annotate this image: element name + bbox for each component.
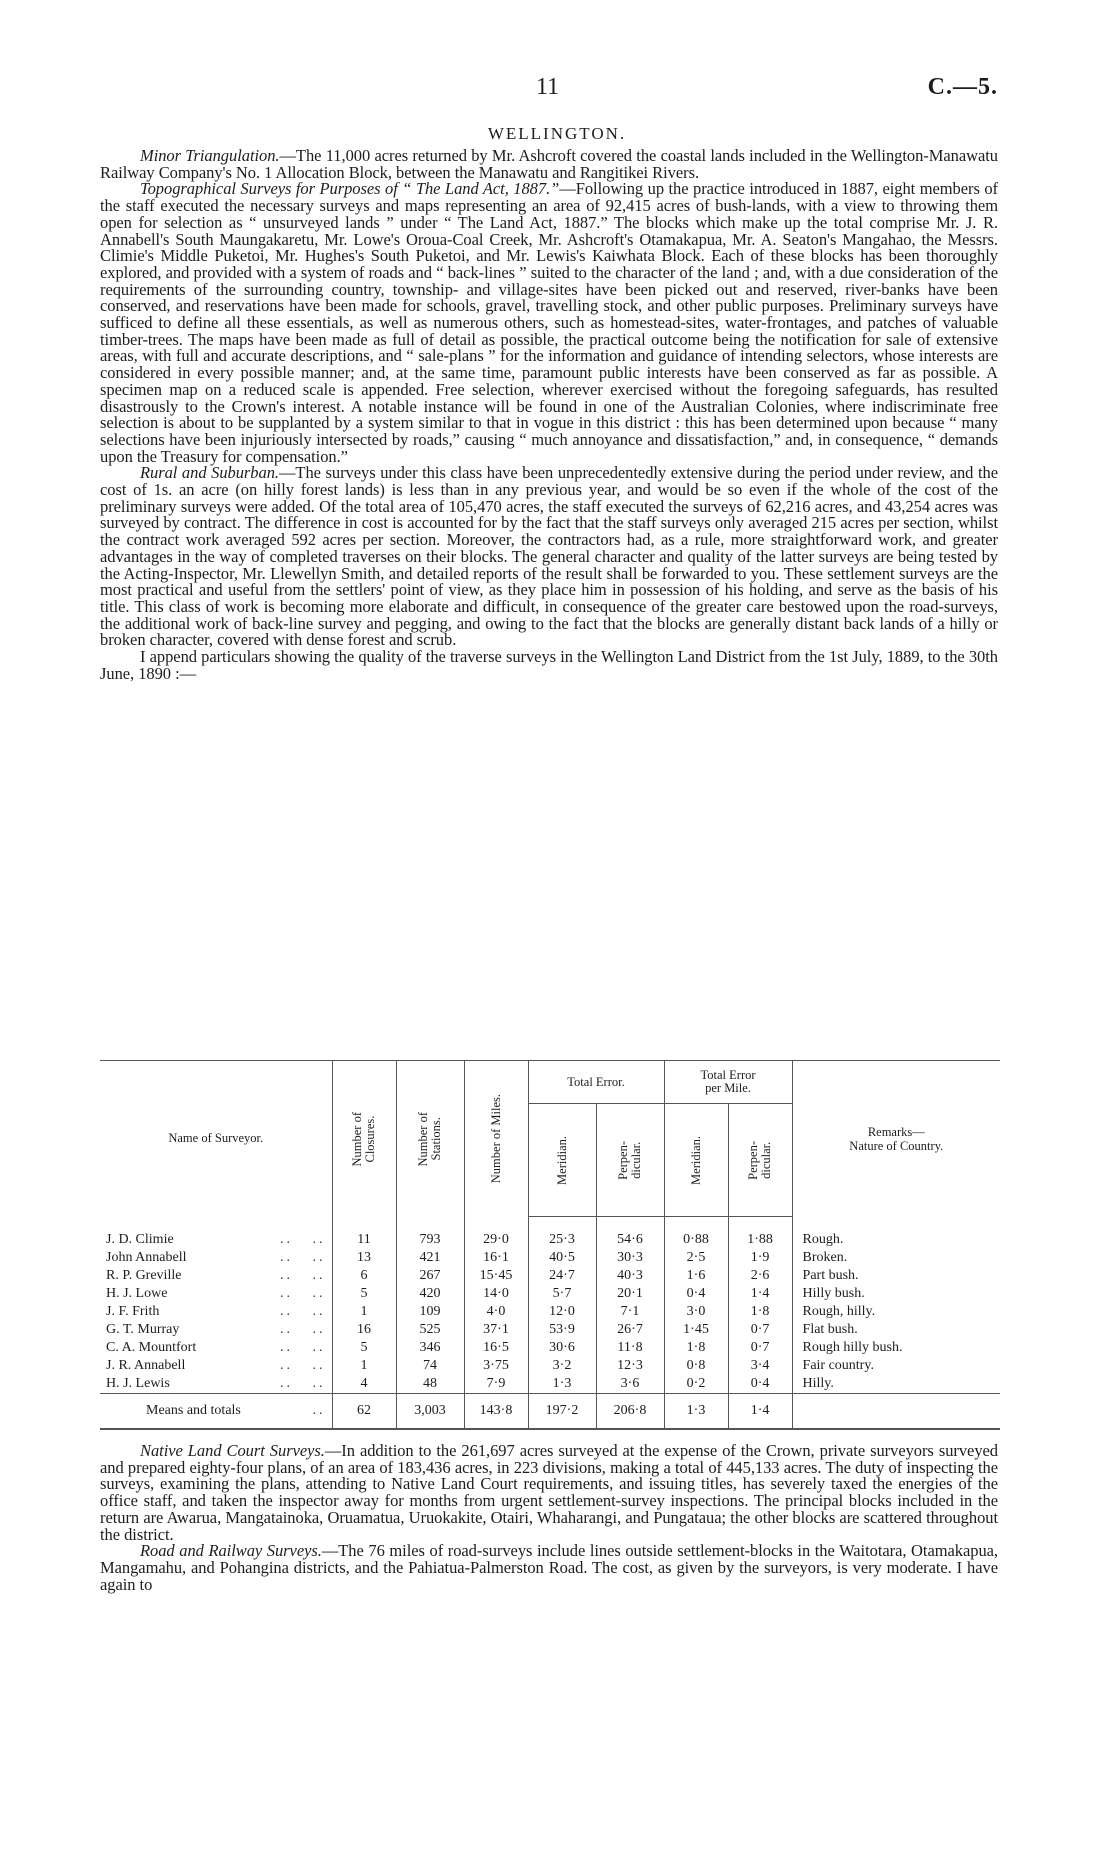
cell-mile-mer: 0·88 [664, 1217, 728, 1250]
totals-label: Means and totals .. [100, 1394, 332, 1430]
total-mile-perp: 1·4 [728, 1394, 792, 1430]
surveyor-name: C. A. Mountfort .. .. [106, 1340, 326, 1355]
page-number: 11 [536, 74, 560, 100]
cell-miles: 7·9 [464, 1375, 528, 1394]
total-closures: 62 [332, 1394, 396, 1430]
cell-mile-perp: 2·6 [728, 1267, 792, 1285]
section-title: WELLINGTON. [487, 124, 627, 143]
surveyor-name: G. T. Murray .. .. [106, 1322, 326, 1337]
header-error-perpendicular: Perpen- dicular. [596, 1104, 664, 1217]
table-row [100, 1339, 1000, 1357]
surveyor-name: J. F. Frith .. .. [106, 1304, 326, 1319]
header-mile-perpendicular: Perpen- dicular. [728, 1104, 792, 1217]
cell-mile-perp: 1·8 [728, 1303, 792, 1321]
cell-remarks: Hilly. [792, 1375, 1000, 1394]
surveyor-name: H. J. Lewis .. .. [106, 1376, 326, 1391]
cell-closures: 4 [332, 1375, 396, 1394]
table-row [100, 1303, 1000, 1321]
cell-closures: 16 [332, 1321, 396, 1339]
traverse-survey-table [100, 1060, 1000, 1430]
cell-mile-mer: 1·8 [664, 1339, 728, 1357]
cell-mile-perp: 3·4 [728, 1357, 792, 1375]
paragraph-rural-suburban [100, 465, 998, 649]
header-name: Name of Surveyor. [100, 1061, 332, 1217]
paragraph-minor-triangulation [100, 148, 998, 181]
cell-err-mer: 53·9 [528, 1321, 596, 1339]
total-miles: 143·8 [464, 1394, 528, 1430]
cell-mile-mer: 1·45 [664, 1321, 728, 1339]
table-header-row [100, 1061, 1000, 1104]
cell-err-mer: 40·5 [528, 1249, 596, 1267]
header-mile-meridian: Meridian. [664, 1104, 728, 1217]
paragraph-heading: Road and Railway Surveys. [140, 1541, 322, 1561]
cell-err-perp: 40·3 [596, 1267, 664, 1285]
cell-closures: 13 [332, 1249, 396, 1267]
total-stations: 3,003 [396, 1394, 464, 1430]
cell-err-mer: 30·6 [528, 1339, 596, 1357]
cell-err-mer: 25·3 [528, 1217, 596, 1250]
cell-miles: 37·1 [464, 1321, 528, 1339]
cell-stations: 346 [396, 1339, 464, 1357]
cell-stations: 267 [396, 1267, 464, 1285]
cell-closures: 11 [332, 1217, 396, 1250]
cell-miles: 16·1 [464, 1249, 528, 1267]
cell-err-perp: 7·1 [596, 1303, 664, 1321]
body-text-top [100, 148, 998, 683]
cell-err-perp: 11·8 [596, 1339, 664, 1357]
surveyor-name: R. P. Greville .. .. [106, 1268, 326, 1283]
cell-stations: 793 [396, 1217, 464, 1250]
table-row [100, 1357, 1000, 1375]
cell-closures: 1 [332, 1357, 396, 1375]
surveyor-name: H. J. Lowe .. .. [106, 1286, 326, 1301]
header-total-error-per-mile: Total Error per Mile. [664, 1061, 792, 1104]
table-row [100, 1217, 1000, 1250]
cell-mile-perp: 0·7 [728, 1339, 792, 1357]
table-row [100, 1249, 1000, 1267]
table-row [100, 1375, 1000, 1394]
cell-stations: 74 [396, 1357, 464, 1375]
paragraph-text: —The surveys under this class have been unprecedentedly extensive during the period under review, and the cost of 1s. an acre (on hilly forest lands) is less than in any previous year, and would be so even if the whole of the cost of the preliminary surveys were added. Of the total area of 105,470 acres, the staff executed the surveys of 62,216 acres, and 43,254 acres was surveyed by contract. The difference in cost is accounted for by the fact that the staff surveys only averaged 215 acres per section, whilst the contract work averaged 592 acres per section. Moreover, the contractors had, as a rule, more straightforward work, and greater advantages in the way of completed traverses on their blocks. The general character and quality of the latter surveys are being tested by the Acting-Inspector, Mr. Llewellyn Smith, and detailed reports of the result shall be forwarded to you. These settlement surveys are the most practical and useful from the settlers' point of view, as they place him in possession of his holding, and serve as the basis of his title. This class of work is becoming more elaborate and difficult, in consequence of the greater care bestowed upon the road-surveys, the additional work of back-line survey and pegging, and owing to the fact that the blocks are generally distant back lands of a hilly or broken character, covered with dense forest and scrub. [100, 463, 998, 650]
header-remarks: Remarks— Nature of Country. [792, 1061, 1000, 1217]
cell-mile-mer: 1·6 [664, 1267, 728, 1285]
paragraph-heading: Native Land Court Surveys. [140, 1441, 325, 1460]
total-mile-mer: 1·3 [664, 1394, 728, 1430]
header-stations: Number of Stations. [396, 1061, 464, 1217]
cell-err-perp: 26·7 [596, 1321, 664, 1339]
paragraph-topographical-surveys [100, 181, 998, 465]
page-header [0, 74, 1114, 108]
cell-err-perp: 3·6 [596, 1375, 664, 1394]
cell-remarks: Flat bush. [792, 1321, 1000, 1339]
cell-err-mer: 24·7 [528, 1267, 596, 1285]
total-err-perp: 206·8 [596, 1394, 664, 1430]
cell-miles: 14·0 [464, 1285, 528, 1303]
cell-stations: 421 [396, 1249, 464, 1267]
cell-mile-mer: 0·4 [664, 1285, 728, 1303]
cell-mile-mer: 3·0 [664, 1303, 728, 1321]
cell-mile-perp: 1·9 [728, 1249, 792, 1267]
table-totals-row [100, 1394, 1000, 1430]
cell-mile-perp: 0·7 [728, 1321, 792, 1339]
cell-remarks: Fair country. [792, 1357, 1000, 1375]
paragraph-text: —Following up the practice introduced in 1887, eight members of the staff executed the necessary surveys and maps representing an area of 92,415 acres of bush-lands, with a view to throwing them open for selection as “ unsurveyed lands ” under “ The Land Act, 1887.” The blocks which make up the total comprise Mr. J. R. Annabell's South Maungakaretu, Mr. Lowe's Oroua-Coal Creek, Mr. Ashcroft's Otamakapua, Mr. A. Seaton's Mangahao, the Messrs. Climie's Middle Puketoi, Mr. Hughes's South Puketoi, and Mr. Lewis's Kaiwhata Block. Each of these blocks has been thoroughly explored, and provided with a system of roads and “ back-lines ” suited to the character of the land ; and, with a due consideration of the requirements of the surrounding country, township- and village-sites have been picked out and reserved, river-banks have been conserved, and reservations have been made for schools, gravel, travelling stock, and other public purposes. Preliminary surveys have sufficed to define all these essentials, as well as numerous others, such as homestead-sites, water-frontages, and patches of valuable timber-trees. The maps have been made as full of detail as possible, the practical outcome being the notification for sale of extensive areas, with full and accurate descriptions, and “ sale-plans ” for the information and guidance of intending selectors, whose interests are considered in every possible manner; and, at the same time, paramount public interests have been conserved as far as possible. A specimen map on a reduced scale is appended. Free selection, wherever exercised without the foregoing safeguards, has resulted disastrously to the Crown's interest. A notable instance will be found in one of the Australian Colonies, where indiscriminate free selection is about to be supplanted by a system similar to that in vogue in this district : this has been determined upon because “ many selections have been injuriously intersected by roads,” causing “ much annoyance and dissatisfaction,” and, in consequence, “ demands upon the Treasury for compensation.” [100, 179, 998, 466]
cell-mile-perp: 1·88 [728, 1217, 792, 1250]
paragraph-text: —The 76 miles of road-surveys include lines outside settlement-blocks in the Waitotara, Otamakapua, Mangamahu, and Pohangina districts, and the Pahiatua-Palmerston Road. The cost, as given by the surveyors, is very moderate. I have again to [100, 1541, 998, 1594]
paragraph-text: —In addition to the 261,697 acres surveyed at the expense of the Crown, private surveyors surveyed and prepared eighty-four plans, of an area of 183,436 acres, in 223 divisions, making a total of 445,133 acres. The duty of inspecting the surveys, examining the plans, attending to Native Land Court requirements, and issuing titles, has severely taxed the energies of the office staff, and taken the inspector away for months from urgent settlement-survey inspections. The principal blocks included in the return are Awarua, Mangatainoka, Oruamatua, Uruokakite, Otairi, Whaharangi, and Pungataua; the other blocks are scattered throughout the district. [100, 1441, 998, 1544]
cell-mile-perp: 0·4 [728, 1375, 792, 1394]
cell-err-mer: 5·7 [528, 1285, 596, 1303]
table-row [100, 1285, 1000, 1303]
paragraph-road-railway [100, 1543, 998, 1593]
cell-err-mer: 1·3 [528, 1375, 596, 1394]
cell-err-mer: 12·0 [528, 1303, 596, 1321]
cell-stations: 525 [396, 1321, 464, 1339]
cell-miles: 29·0 [464, 1217, 528, 1250]
cell-closures: 5 [332, 1339, 396, 1357]
table-row [100, 1321, 1000, 1339]
body-text-bottom [100, 1443, 998, 1593]
cell-miles: 4·0 [464, 1303, 528, 1321]
paragraph-native-land-court [100, 1443, 998, 1543]
table-body [100, 1217, 1000, 1430]
traverse-survey-table-container [100, 1060, 1000, 1430]
cell-stations: 420 [396, 1285, 464, 1303]
cell-remarks: Broken. [792, 1249, 1000, 1267]
cell-stations: 109 [396, 1303, 464, 1321]
surveyor-name: J. D. Climie .. .. [106, 1231, 326, 1247]
table-row [100, 1267, 1000, 1285]
cell-closures: 5 [332, 1285, 396, 1303]
total-err-mer: 197·2 [528, 1394, 596, 1430]
paragraph-append: I append particulars showing the quality of the traverse surveys in the Wellington Land District from the 1st July, 1889, to the 30th June, 1890 :— [100, 647, 998, 683]
cell-miles: 16·5 [464, 1339, 528, 1357]
paragraph-heading: Minor Triangulation. [140, 146, 280, 165]
paragraph-text: —The 11,000 acres returned by Mr. Ashcroft covered the coastal lands included in the Wellington-Manawatu Railway Company's No. 1 Allocation Block, between the Manawatu and Rangitikei Rivers. [100, 146, 998, 182]
cell-err-perp: 12·3 [596, 1357, 664, 1375]
cell-mile-mer: 0·8 [664, 1357, 728, 1375]
cell-remarks: Rough. [792, 1217, 1000, 1250]
cell-mile-mer: 2·5 [664, 1249, 728, 1267]
cell-remarks: Rough, hilly. [792, 1303, 1000, 1321]
cell-err-mer: 3·2 [528, 1357, 596, 1375]
cell-stations: 48 [396, 1375, 464, 1394]
header-error-meridian: Meridian. [528, 1104, 596, 1217]
cell-mile-mer: 0·2 [664, 1375, 728, 1394]
surveyor-name: J. R. Annabell .. .. [106, 1358, 326, 1373]
header-miles: Number of Miles. [464, 1061, 528, 1217]
cell-err-perp: 54·6 [596, 1217, 664, 1250]
paragraph-heading: Rural and Suburban. [140, 463, 279, 483]
header-total-error: Total Error. [528, 1061, 664, 1104]
cell-err-perp: 30·3 [596, 1249, 664, 1267]
cell-closures: 6 [332, 1267, 396, 1285]
cell-miles: 3·75 [464, 1357, 528, 1375]
cell-miles: 15·45 [464, 1267, 528, 1285]
cell-mile-perp: 1·4 [728, 1285, 792, 1303]
cell-closures: 1 [332, 1303, 396, 1321]
document-reference: C.—5. [927, 74, 998, 100]
cell-remarks: Part bush. [792, 1267, 1000, 1285]
header-closures: Number of Closures. [332, 1061, 396, 1217]
surveyor-name: John Annabell .. .. [106, 1250, 326, 1265]
cell-err-perp: 20·1 [596, 1285, 664, 1303]
cell-remarks: Rough hilly bush. [792, 1339, 1000, 1357]
paragraph-heading: Topographical Surveys for Purposes of “ The Land Act, 1887.” [140, 179, 560, 199]
total-remarks-empty [792, 1394, 1000, 1430]
cell-remarks: Hilly bush. [792, 1285, 1000, 1303]
